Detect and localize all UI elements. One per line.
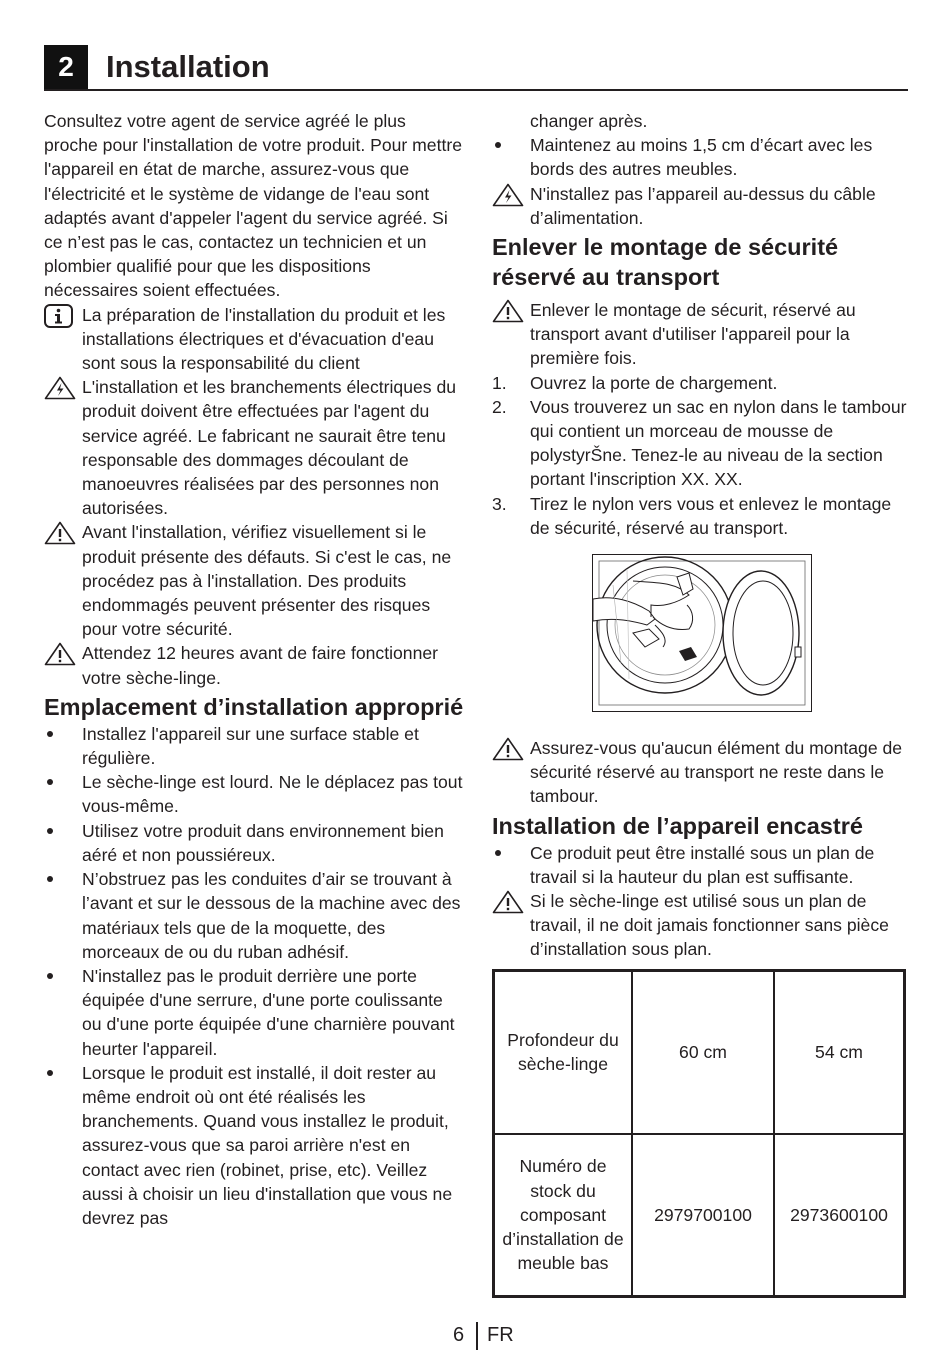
section-title: Installation	[106, 49, 270, 84]
dimensions-table	[492, 969, 906, 1298]
electric-warning-icon	[492, 183, 524, 213]
info-icon	[44, 304, 74, 334]
warning-icon	[492, 890, 524, 920]
dryer-drum-illustration	[592, 554, 812, 712]
section-header	[44, 45, 908, 91]
bullet-item	[44, 964, 464, 1061]
step-number: 2.	[492, 396, 507, 417]
step-number: 3.	[492, 493, 507, 514]
intro-paragraph: Consultez votre agent de service agréé le plus proche pour l'installation de votre produit. Pour mettre l'appareil en état de marche, assurez-vous que l'électricité et le système de vidange de l'eau sont adaptés avant d'appeler l'agent du service agréé. Si ce n’est pas le cas, contactez un technicien et un plombier qualifié pour que les dispositions nécessaires soient effectuées.	[44, 111, 463, 301]
bullet-item	[44, 867, 464, 964]
step-item	[492, 371, 912, 395]
table-row	[494, 1134, 905, 1296]
continuation-span: changer après.	[530, 111, 648, 131]
note-text: Avant l'installation, vérifiez visuellement si le produit présente des défauts. Si c'est le cas, ne procédez pas à l'installation. Des produits endommagés peuvent présenter des risques pour votre sécurité.	[82, 522, 452, 640]
table-row	[494, 970, 905, 1134]
continuation-text	[492, 109, 912, 133]
bullet-item	[44, 819, 464, 867]
table-cell: 54 cm	[774, 970, 905, 1134]
note-item	[44, 520, 464, 641]
note-text: Si le sèche-linge est utilisé sous un plan de travail, il ne doit jamais fonctionner sans pièce d’installation sous plan.	[530, 891, 889, 960]
bullet-text: Maintenez au moins 1,5 cm d’écart avec les bords des autres meubles.	[530, 135, 873, 180]
bullet-text: Ce produit peut être installé sous un plan de travail si la hauteur du plan est suffisante.	[530, 842, 875, 887]
bullet-text: N’obstruez pas les conduites d’air se trouvant à l’avant et sur le dessous de la machine avec des matériaux tels que de la moquette, des morceaux de ou du ruban adhésif.	[82, 869, 461, 962]
note-item	[44, 375, 464, 520]
electric-warning-icon	[44, 376, 76, 406]
section-number: 2	[44, 45, 88, 89]
note-item	[492, 736, 912, 809]
table-cell: 60 cm	[632, 970, 774, 1134]
note-text: Assurez-vous qu'aucun élément du montage de sécurité réservé au transport ne reste dans le tambour.	[530, 738, 903, 807]
bullet-item	[44, 770, 464, 818]
warning-icon	[492, 299, 524, 329]
heading-transport: Enlever le montage de sécurité réservé au transport	[492, 234, 839, 291]
note-text: Attendez 12 heures avant de faire fonctionner votre sèche-linge.	[82, 643, 439, 688]
page-number: 6	[453, 1324, 465, 1346]
left-column	[44, 109, 464, 1230]
note-item	[492, 889, 912, 962]
bullet-item	[492, 841, 912, 889]
heading-location: Emplacement d’installation approprié	[44, 693, 464, 720]
table-cell: Profondeur du sèche-linge	[494, 970, 633, 1134]
note-text: La préparation de l'installation du produit et les installations électriques et d'évacuation d'eau sont sous la responsabilité du client	[82, 304, 446, 374]
note-item	[44, 303, 464, 376]
bullet-text: N'installez pas le produit derrière une porte équipée d'une serrure, d'une porte coulissante ou d'une porte équipée d'une charnière pouvant heurter l'appareil.	[82, 965, 455, 1059]
bullet-item	[44, 1061, 464, 1230]
bullet-item	[44, 722, 464, 770]
illustration-drawing	[593, 555, 811, 711]
note-item	[492, 182, 912, 230]
heading-builtin: Installation de l’appareil encastré	[492, 812, 863, 839]
warning-icon	[492, 737, 524, 767]
language-code: FR	[487, 1324, 514, 1346]
note-item	[492, 298, 912, 371]
table-cell: 2973600100	[774, 1134, 905, 1296]
note-item	[44, 641, 464, 689]
note-text: L'installation et les branchements électriques du produit doivent être effectuées par l'agent du service agréé. Le fabricant ne saurait être tenu responsable des dommages découlant de manoeuvres réalisées par des personnes non autorisées.	[82, 377, 457, 519]
warning-icon	[44, 642, 76, 672]
step-text: Ouvrez la porte de chargement.	[530, 372, 778, 393]
note-text: Enlever le montage de sécurit, réservé au transport avant d'utiliser l'appareil pour la première fois.	[530, 300, 856, 369]
footer-divider	[476, 1322, 478, 1350]
bullet-text: Le sèche-linge est lourd. Ne le déplacez pas tout vous-même.	[82, 772, 463, 817]
bullet-text: Utilisez votre produit dans environnement bien aéré et non poussiéreux.	[82, 820, 444, 865]
table-cell: 2979700100	[632, 1134, 774, 1296]
warning-icon	[44, 521, 76, 551]
step-item	[492, 395, 912, 492]
right-column	[492, 109, 912, 1298]
step-text: Tirez le nylon vers vous et enlevez le montage de sécurité, réservé au transport.	[530, 493, 892, 538]
step-text: Vous trouverez un sac en nylon dans le tambour qui contient un morceau de mousse de polystyrŠne. Tenez-le au niveau de la section portant l'inscription XX. XX.	[530, 396, 907, 490]
table-cell: Numéro de stock du composant d’installation de meuble bas	[494, 1134, 633, 1296]
bullet-text: Installez l'appareil sur une surface stable et régulière.	[82, 723, 419, 769]
bullet-item	[492, 133, 912, 181]
step-item	[492, 492, 912, 540]
bullet-text: Lorsque le produit est installé, il doit rester au même endroit où ont été réalisés les branchements. Quand vous installez le produit, assurez-vous que sa paroi arrière n'est en contact avec rien (robinet, prise, etc). Veillez aussi à choisir un lieu d'installation que vous ne devrez pas	[82, 1062, 453, 1228]
step-number: 1.	[492, 372, 507, 393]
note-text: N'installez pas l’appareil au-dessus du câble d’alimentation.	[530, 183, 876, 228]
